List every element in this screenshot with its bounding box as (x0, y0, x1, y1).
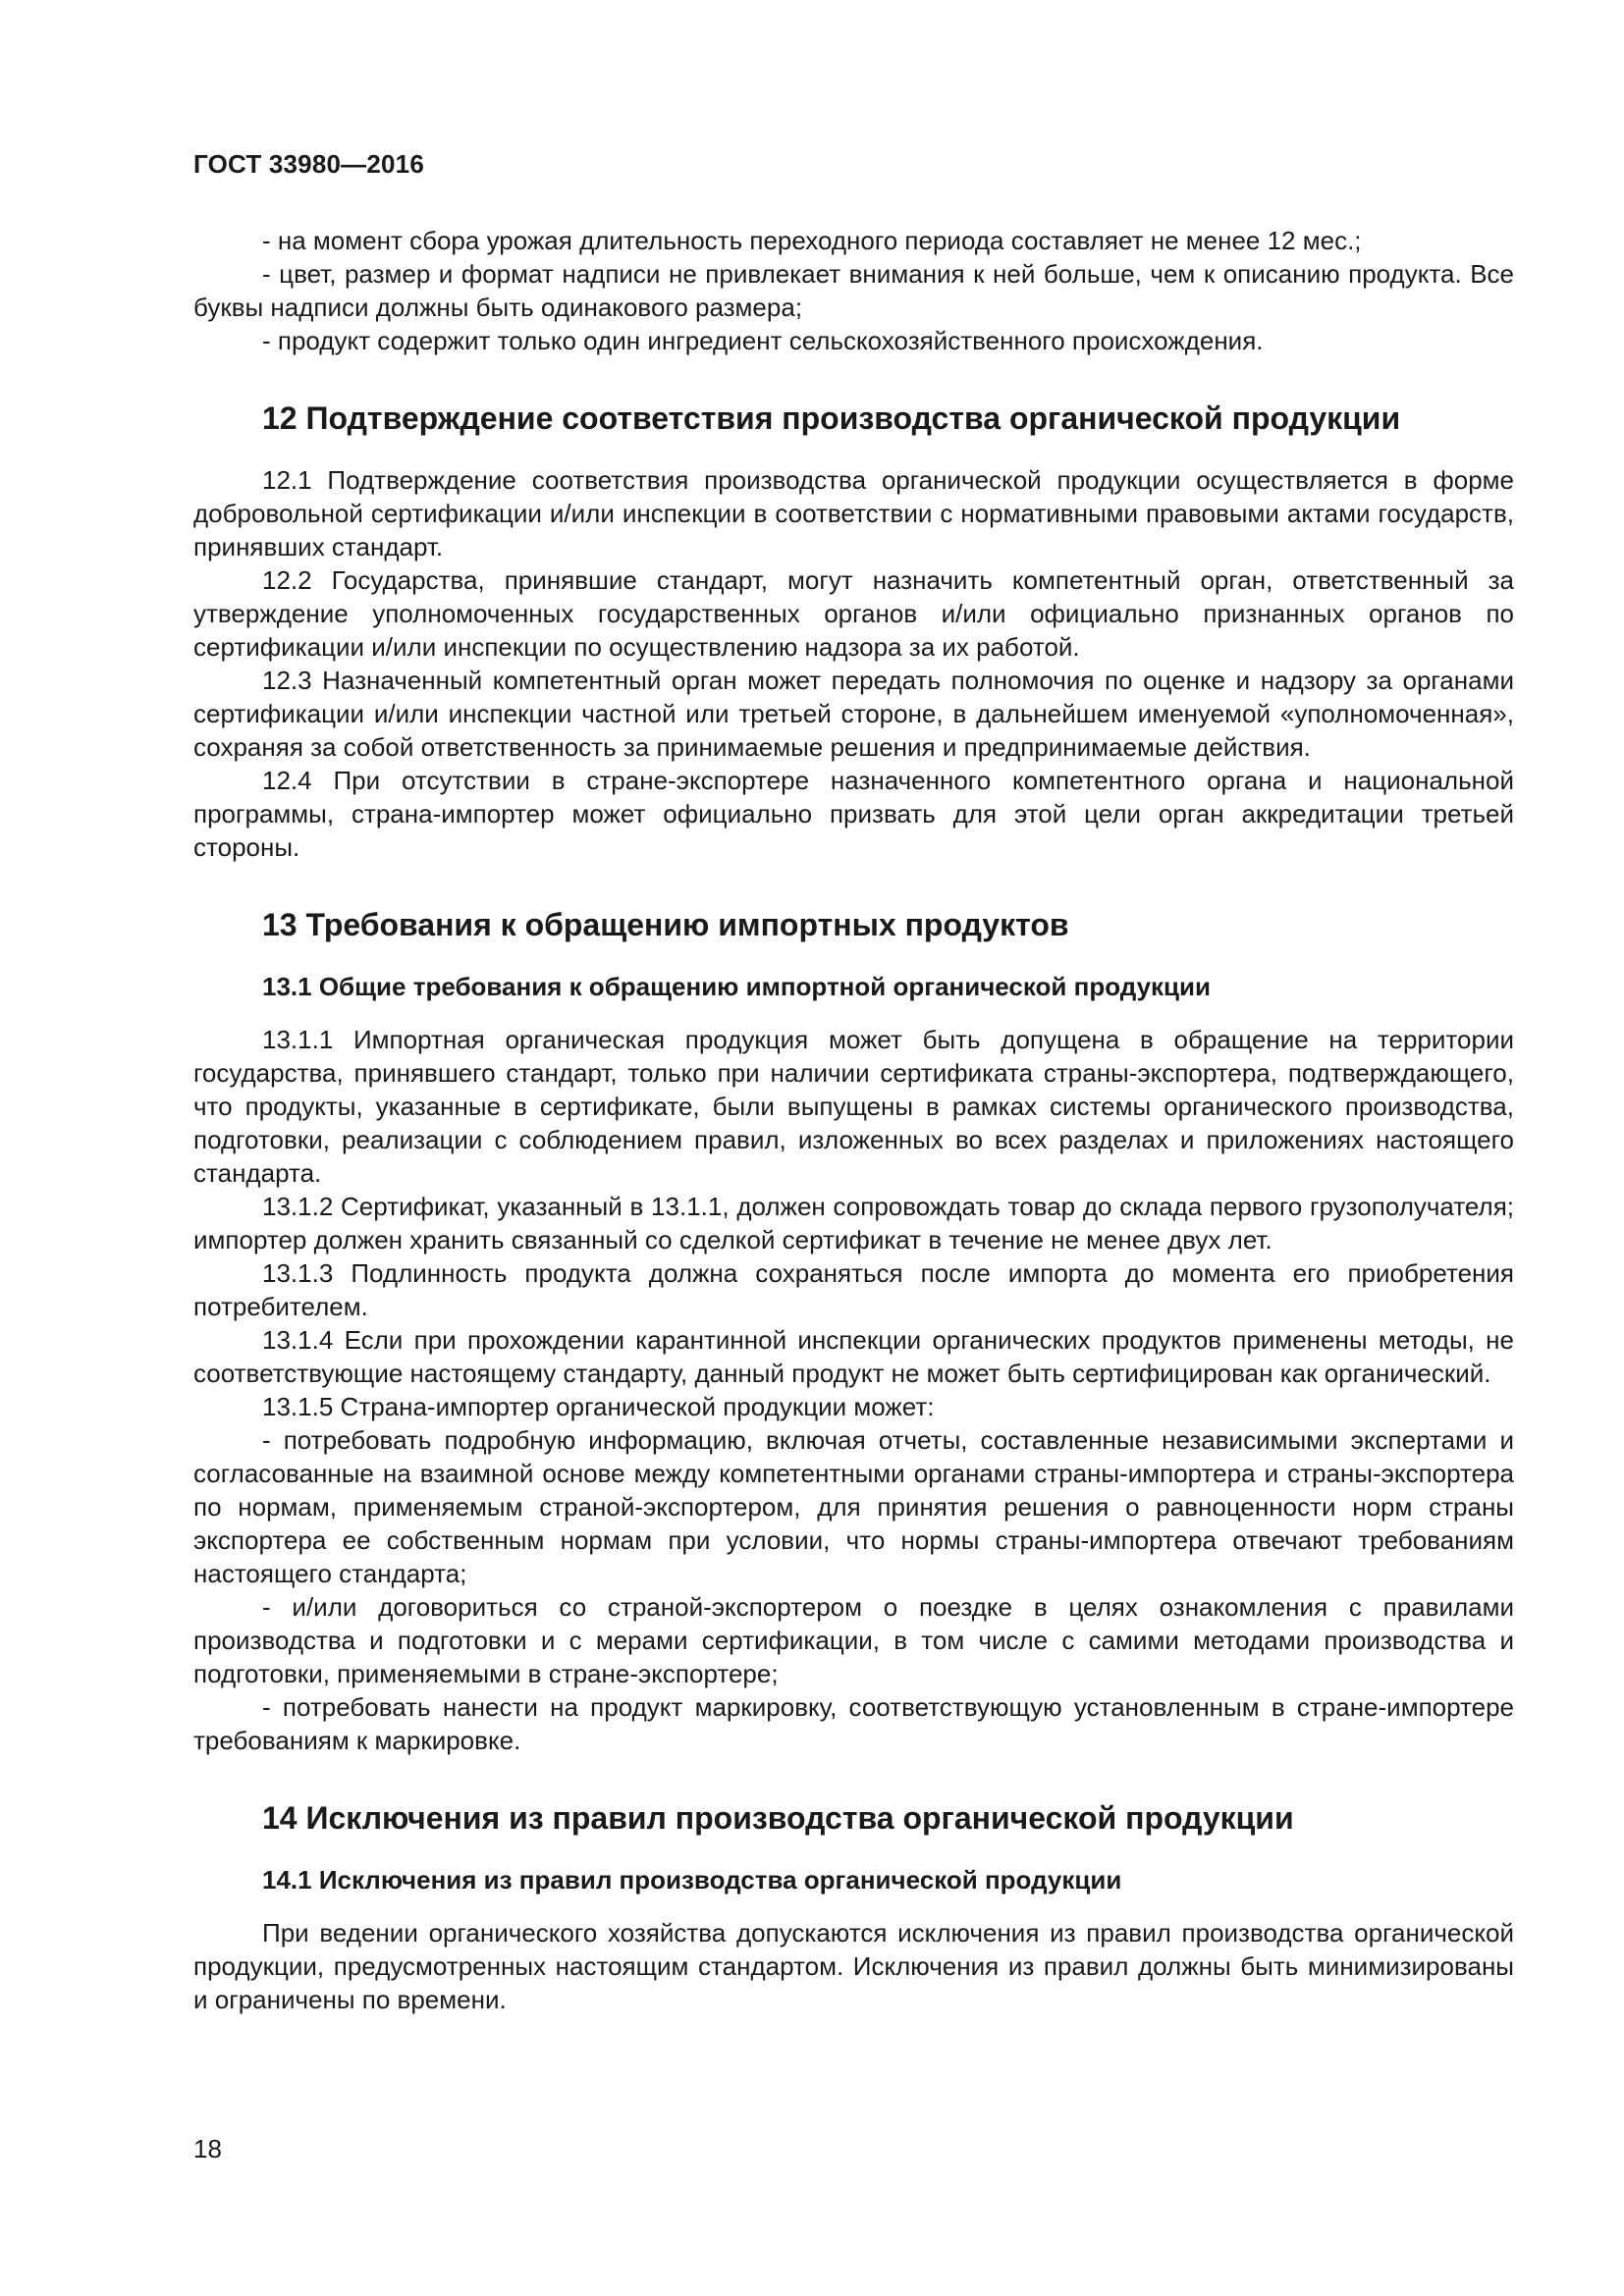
paragraph: При ведении органического хозяйства допускаются исключения из правил производства органической продукции, предусмотренных настоящим стандартом. Исключения из правил должны быть минимизированы и ограничены по времени. (193, 1918, 1514, 2014)
section-14-title: 14 Исключения из правил производства органической продукции (262, 1800, 1294, 1836)
list-item: - продукт содержит только один ингредиент сельскохозяйственного происхождения. (262, 326, 1264, 355)
section-12-title: 12 Подтверждение соответствия производства органической продукции (262, 400, 1401, 436)
section-14-1-title: 14.1 Исключения из правил производства органической продукции (262, 1865, 1122, 1895)
list-item: - потребовать подробную информацию, включая отчеты, составленные независимыми экспертами и согласованные на взаимной основе между компетентными органами страны-импортера и страны-экспортера по нормам, применяемым страной-экспортером, для принятия решения о равноценности норм страны экспортера ее собственным нормам при условии, что нормы страны-импортера отвечают требованиям настоящего стандарта; (193, 1425, 1514, 1588)
section-13-1-title: 13.1 Общие требования к обращению импортной органической продукции (262, 972, 1212, 1001)
paragraph: 13.1.3 Подлинность продукта должна сохраняться после импорта до момента его приобретения потребителем. (193, 1258, 1514, 1321)
section-13-title: 13 Требования к обращению импортных продуктов (262, 907, 1069, 942)
document-page (193, 0, 1514, 2296)
document-body (193, 224, 1514, 2016)
paragraph: 13.1.1 Импортная органическая продукция может быть допущена в обращение на территории государства, принявшего стандарт, только при наличии сертификата страны-экспортера, подтверждающего, что продукты, указанные в сертификате, были выпущены в рамках системы органического производства, подготовки, реализации с соблюдением правил, изложенных во всех разделах и приложениях настоящего стандарта. (193, 1025, 1514, 1188)
paragraph: 13.1.2 Сертификат, указанный в 13.1.1, должен сопровождать товар до склада первого грузополучателя; импортер должен хранить связанный со сделкой сертификат в течение не менее двух лет. (193, 1192, 1514, 1255)
list-item: - цвет, размер и формат надписи не привлекает внимания к ней больше, чем к описанию продукта. Все буквы надписи должны быть одинакового размера; (193, 259, 1514, 322)
list-item: - и/или договориться со страной-экспортером о поездке в целях ознакомления с правилами производства и подготовки и с мерами сертификации, в том числе с самими методами производства и подготовки, применяемыми в стране-экспортере; (193, 1592, 1514, 1688)
list-item: - на момент сбора урожая длительность переходного периода составляет не менее 12 мес.; (262, 226, 1362, 255)
list-item: - потребовать нанести на продукт маркировку, соответствующую установленным в стране-импортере требованиям к маркировке. (193, 1692, 1514, 1755)
paragraph: 13.1.5 Страна-импортер органической продукции может: (262, 1392, 935, 1421)
paragraph: 12.2 Государства, принявшие стандарт, могут назначить компетентный орган, ответственный за утверждение уполномоченных государственных органов и/или официально признанных органов по сертификации и/или инспекции по осуществлению надзора за их работой. (193, 565, 1514, 662)
document-header: ГОСТ 33980—2016 (193, 149, 424, 179)
paragraph: 13.1.4 Если при прохождении карантинной инспекции органических продуктов применены методы, не соответствующие настоящему стандарту, данный продукт не может быть сертифицирован как органический. (193, 1325, 1514, 1388)
paragraph: 12.4 При отсутствии в стране-экспортере назначенного компетентного органа и национальной программы, страна-импортер может официально призвать для этой цели орган аккредитации третьей стороны. (193, 766, 1514, 862)
page-number: 18 (193, 2134, 222, 2163)
paragraph: 12.3 Назначенный компетентный орган может передать полномочия по оценке и надзору за органами сертификации и/или инспекции частной или третьей стороне, в дальнейшем именуемой «уполномоченная», сохраняя за собой ответственность за принимаемые решения и предпринимаемые действия. (193, 666, 1514, 762)
paragraph: 12.1 Подтверждение соответствия производства органической продукции осуществляется в форме добровольной сертификации и/или инспекции в соответствии с нормативными правовыми актами государств, принявших стандарт. (193, 465, 1514, 561)
